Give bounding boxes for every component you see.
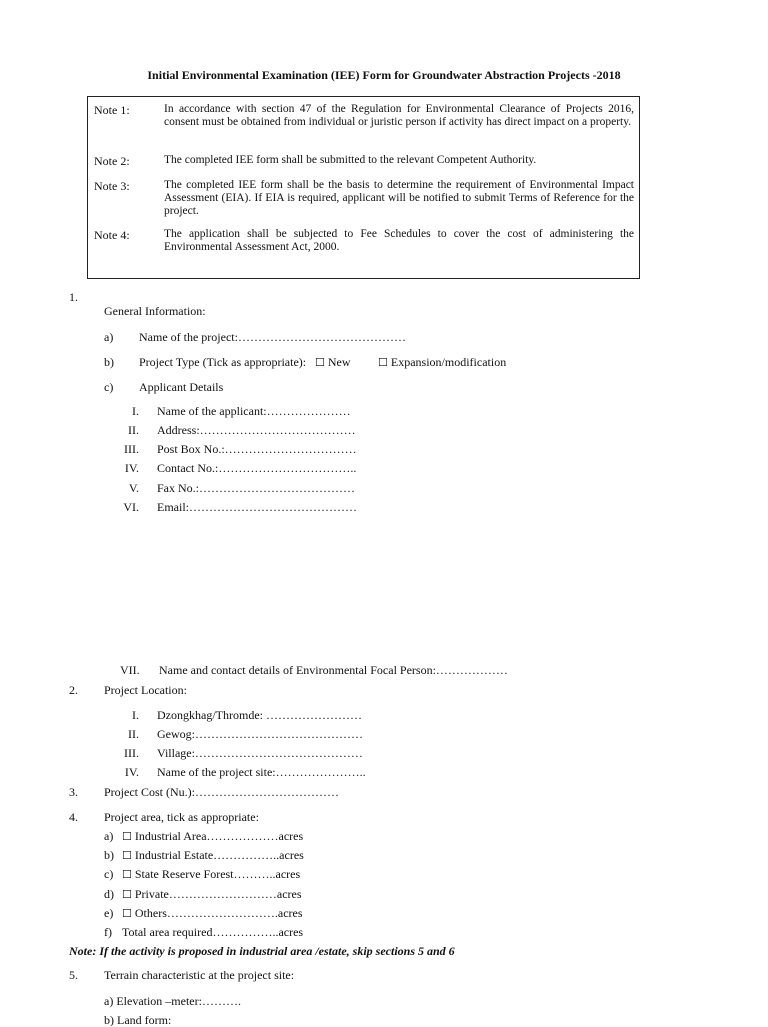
- project-site-field[interactable]: Name of the project site:…………………..: [157, 765, 366, 779]
- others-option[interactable]: [122, 906, 303, 921]
- item-label: c): [104, 867, 114, 881]
- project-type-expansion-option[interactable]: [378, 355, 506, 370]
- item-label: f): [104, 925, 112, 939]
- note-label: Note 4:: [94, 228, 130, 242]
- project-cost-field[interactable]: Project Cost (Nu.):………………………………: [104, 785, 339, 799]
- roman-numeral: I.: [132, 404, 139, 418]
- note-label: Note 3:: [94, 179, 130, 193]
- roman-numeral: II.: [128, 727, 139, 741]
- section-2-number: 2.: [69, 683, 78, 697]
- dzongkhag-field[interactable]: Dzongkhag/Thromde: ……………………: [157, 708, 362, 722]
- skip-note: Note: If the activity is proposed in industrial area /estate, skip sections 5 and 6: [69, 944, 455, 958]
- applicant-details-label: Applicant Details: [139, 380, 224, 394]
- section-5-heading: Terrain characteristic at the project site:: [104, 968, 295, 982]
- option-label: Industrial Area………………acres: [134, 829, 304, 843]
- checkbox-icon[interactable]: ☐: [122, 849, 132, 862]
- notes-box: [87, 96, 640, 279]
- checkbox-icon[interactable]: ☐: [122, 907, 132, 920]
- note-label: Note 1:: [94, 103, 130, 117]
- item-label: b): [104, 848, 114, 862]
- land-form-field[interactable]: b) Land form:: [104, 1013, 172, 1027]
- elevation-field[interactable]: a) Elevation –meter:……….: [104, 994, 241, 1008]
- option-label: State Reserve Forest………..acres: [134, 867, 301, 881]
- email-field[interactable]: Email:……………………………………: [157, 500, 357, 514]
- item-label: d): [104, 887, 114, 901]
- option-label: Expansion/modification: [390, 355, 507, 369]
- project-name-field[interactable]: Name of the project:……………………………………: [139, 330, 406, 344]
- option-label: New: [327, 355, 351, 369]
- option-label: Others……………………….acres: [134, 906, 303, 920]
- section-1-heading: General Information:: [104, 304, 206, 318]
- roman-numeral: III.: [124, 442, 139, 456]
- section-4-heading: Project area, tick as appropriate:: [104, 810, 259, 824]
- checkbox-icon[interactable]: ☐: [122, 868, 132, 881]
- section-3-number: 3.: [69, 785, 78, 799]
- form-title: Initial Environmental Examination (IEE) Form for Groundwater Abstraction Projects -2018: [147, 68, 621, 82]
- roman-numeral: II.: [128, 423, 139, 437]
- section-1-number: 1.: [69, 290, 78, 304]
- focal-person-field[interactable]: Name and contact details of Environmental Focal Person:………………: [159, 663, 508, 677]
- total-area-field[interactable]: Total area required……………..acres: [122, 925, 304, 939]
- item-label: b): [104, 355, 114, 369]
- roman-numeral: V.: [128, 481, 139, 495]
- roman-numeral: III.: [124, 746, 139, 760]
- private-option[interactable]: [122, 887, 302, 902]
- roman-numeral: VII.: [120, 663, 140, 677]
- item-label: e): [104, 906, 114, 920]
- item-label: a): [104, 330, 114, 344]
- note-text: The completed IEE form shall be submitted to the relevant Competent Authority.: [164, 154, 537, 166]
- applicant-name-field[interactable]: Name of the applicant:…………………: [157, 404, 351, 418]
- note-text: In accordance with section 47 of the Regulation for Environmental Clearance of Projects 2016, consent must be obtained from individual or juristic person if activity has direct impact on a property.: [164, 103, 634, 128]
- section-2-heading: Project Location:: [104, 683, 187, 697]
- fax-no-field[interactable]: Fax No.:…………………………………: [157, 481, 355, 495]
- item-label: a): [104, 829, 114, 843]
- roman-numeral: IV.: [124, 461, 139, 475]
- note-label: Note 2:: [94, 154, 130, 168]
- checkbox-icon[interactable]: ☐: [315, 356, 325, 369]
- checkbox-icon[interactable]: ☐: [122, 830, 132, 843]
- note-text: The application shall be subjected to Fee Schedules to cover the cost of administering the Environmental Assessment Act, 2000.: [164, 228, 634, 253]
- project-type-label: Project Type (Tick as appropriate):: [139, 355, 307, 369]
- checkbox-icon[interactable]: ☐: [122, 888, 132, 901]
- option-label: Industrial Estate……………..acres: [134, 848, 304, 862]
- industrial-estate-option[interactable]: [122, 848, 304, 863]
- item-label: c): [104, 380, 114, 394]
- roman-numeral: IV.: [124, 765, 139, 779]
- post-box-field[interactable]: Post Box No.:……………………………: [157, 442, 357, 456]
- address-field[interactable]: Address:…………………………………: [157, 423, 356, 437]
- section-4-number: 4.: [69, 810, 78, 824]
- contact-no-field[interactable]: Contact No.:……………………………..: [157, 461, 357, 475]
- gewog-field[interactable]: Gewog:……………………………………: [157, 727, 363, 741]
- project-type-new-option[interactable]: [315, 355, 351, 370]
- industrial-area-option[interactable]: [122, 829, 303, 844]
- roman-numeral: VI.: [123, 500, 139, 514]
- village-field[interactable]: Village:……………………………………: [157, 746, 363, 760]
- option-label: Private………………………acres: [134, 887, 302, 901]
- state-reserve-forest-option[interactable]: [122, 867, 300, 882]
- checkbox-icon[interactable]: ☐: [378, 356, 388, 369]
- roman-numeral: I.: [132, 708, 139, 722]
- note-text: The completed IEE form shall be the basis to determine the requirement of Environmental Impact Assessment (EIA). If EIA is required, applicant will be notified to submit Terms of Reference for the project.: [164, 179, 634, 217]
- section-5-number: 5.: [69, 968, 78, 982]
